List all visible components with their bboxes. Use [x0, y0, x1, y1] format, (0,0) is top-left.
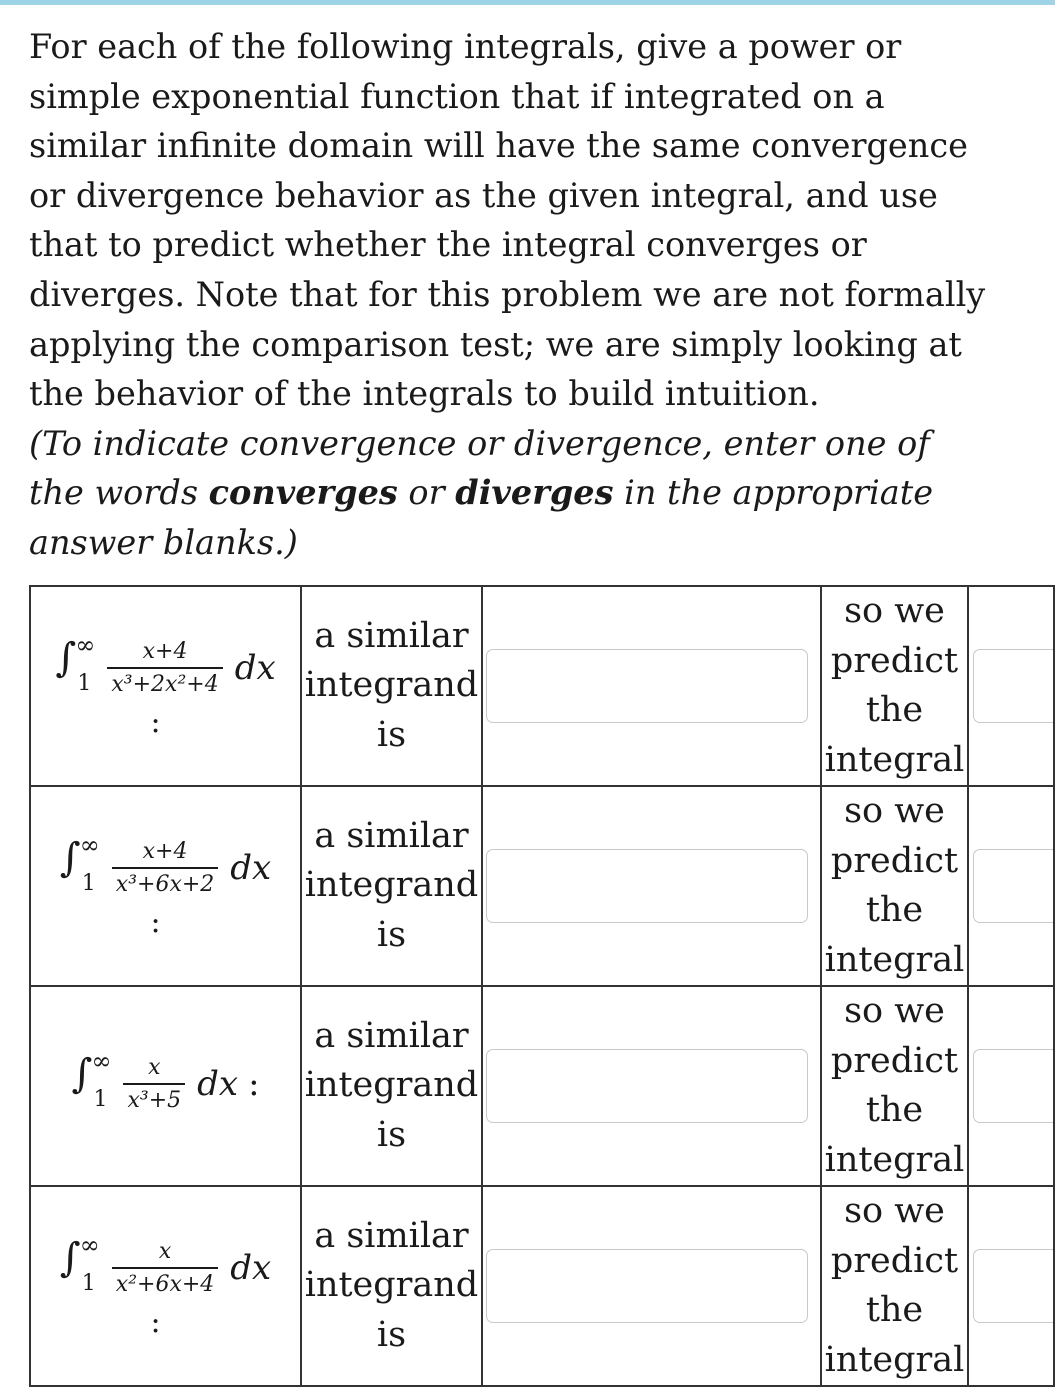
table-row: [30, 986, 1054, 1186]
denominator: x³+2x²+4: [107, 667, 222, 697]
problem-instructions: [29, 22, 989, 568]
colon: :: [150, 904, 161, 940]
numerator: x: [148, 1055, 161, 1080]
similar-integrand-input[interactable]: [486, 849, 808, 923]
numerator: x+4: [142, 838, 188, 864]
answer-table: [29, 585, 1055, 1387]
differential: dx: [230, 847, 272, 888]
prediction-label: so we predict the integral: [824, 591, 965, 780]
denominator: x³+6x+2: [112, 867, 219, 897]
numerator: x: [158, 1238, 172, 1264]
integral-cell: [30, 986, 301, 1186]
integral-cell: [30, 786, 301, 986]
table-row: [30, 586, 1054, 786]
prediction-label: so we predict the integral: [824, 991, 965, 1180]
prediction-input[interactable]: [973, 1049, 1053, 1123]
prediction-label: so we predict the integral: [824, 791, 965, 980]
colon: :: [150, 1304, 161, 1340]
top-accent-line: [0, 0, 1055, 5]
similar-integrand-label: a similar integrand is: [304, 615, 479, 755]
similar-integrand-label: a similar integrand is: [304, 1015, 479, 1155]
integral-cell: [30, 1186, 301, 1386]
integral-cell: [30, 586, 301, 786]
similar-integrand-label: a similar integrand is: [304, 815, 479, 955]
instructions-note: (To indicate convergence or divergence, enter one of the words converges or diverges in the appropriate answer blanks.): [29, 423, 934, 562]
table-row: [30, 1186, 1054, 1386]
prediction-label: so we predict the integral: [824, 1191, 965, 1380]
integral-expression: ∫ ∞ 1 $\frac{x}{\text{x³+5}}$ dx :: [71, 1047, 260, 1113]
similar-integrand-input[interactable]: [486, 1049, 808, 1123]
integral-expression: ∫ ∞ 1 $\frac{x}{\text{x²+6x+4}}$ dx: [59, 1230, 272, 1297]
differential: dx: [230, 1247, 272, 1288]
keyword-converges: converges: [208, 473, 398, 513]
denominator: x²+6x+4: [112, 1267, 219, 1297]
differential: dx: [234, 647, 276, 688]
colon: :: [150, 704, 161, 740]
differential: dx: [197, 1064, 239, 1104]
similar-integrand-label: a similar integrand is: [304, 1215, 479, 1355]
denominator: x³+5: [123, 1083, 185, 1113]
integral-expression: ∫ ∞ 1 $\frac{x+4}{\text{x³+6x+2}}$ dx: [59, 830, 272, 897]
prediction-input[interactable]: [973, 649, 1053, 723]
instructions-paragraph: For each of the following integrals, give a power or simple exponential function that if integrated on a similar infinite domain will have the same convergence or divergence behavior as the given integral, and use that to predict whether the integral converges or diverges. Note that for this problem we are not formally applying the comparison test; we are simply looking at the behavior of the integrals to build intuition.: [29, 27, 986, 414]
integral-expression: ∫ ∞ 1 $\frac{x+4}{\text{x³+2x²+4}}$ dx: [55, 630, 276, 697]
colon: :: [248, 1064, 260, 1104]
prediction-input[interactable]: [973, 849, 1053, 923]
keyword-diverges: diverges: [455, 473, 614, 513]
table-row: [30, 786, 1054, 986]
numerator: x+4: [142, 638, 188, 664]
prediction-input[interactable]: [973, 1249, 1053, 1323]
similar-integrand-input[interactable]: [486, 649, 808, 723]
similar-integrand-input[interactable]: [486, 1249, 808, 1323]
